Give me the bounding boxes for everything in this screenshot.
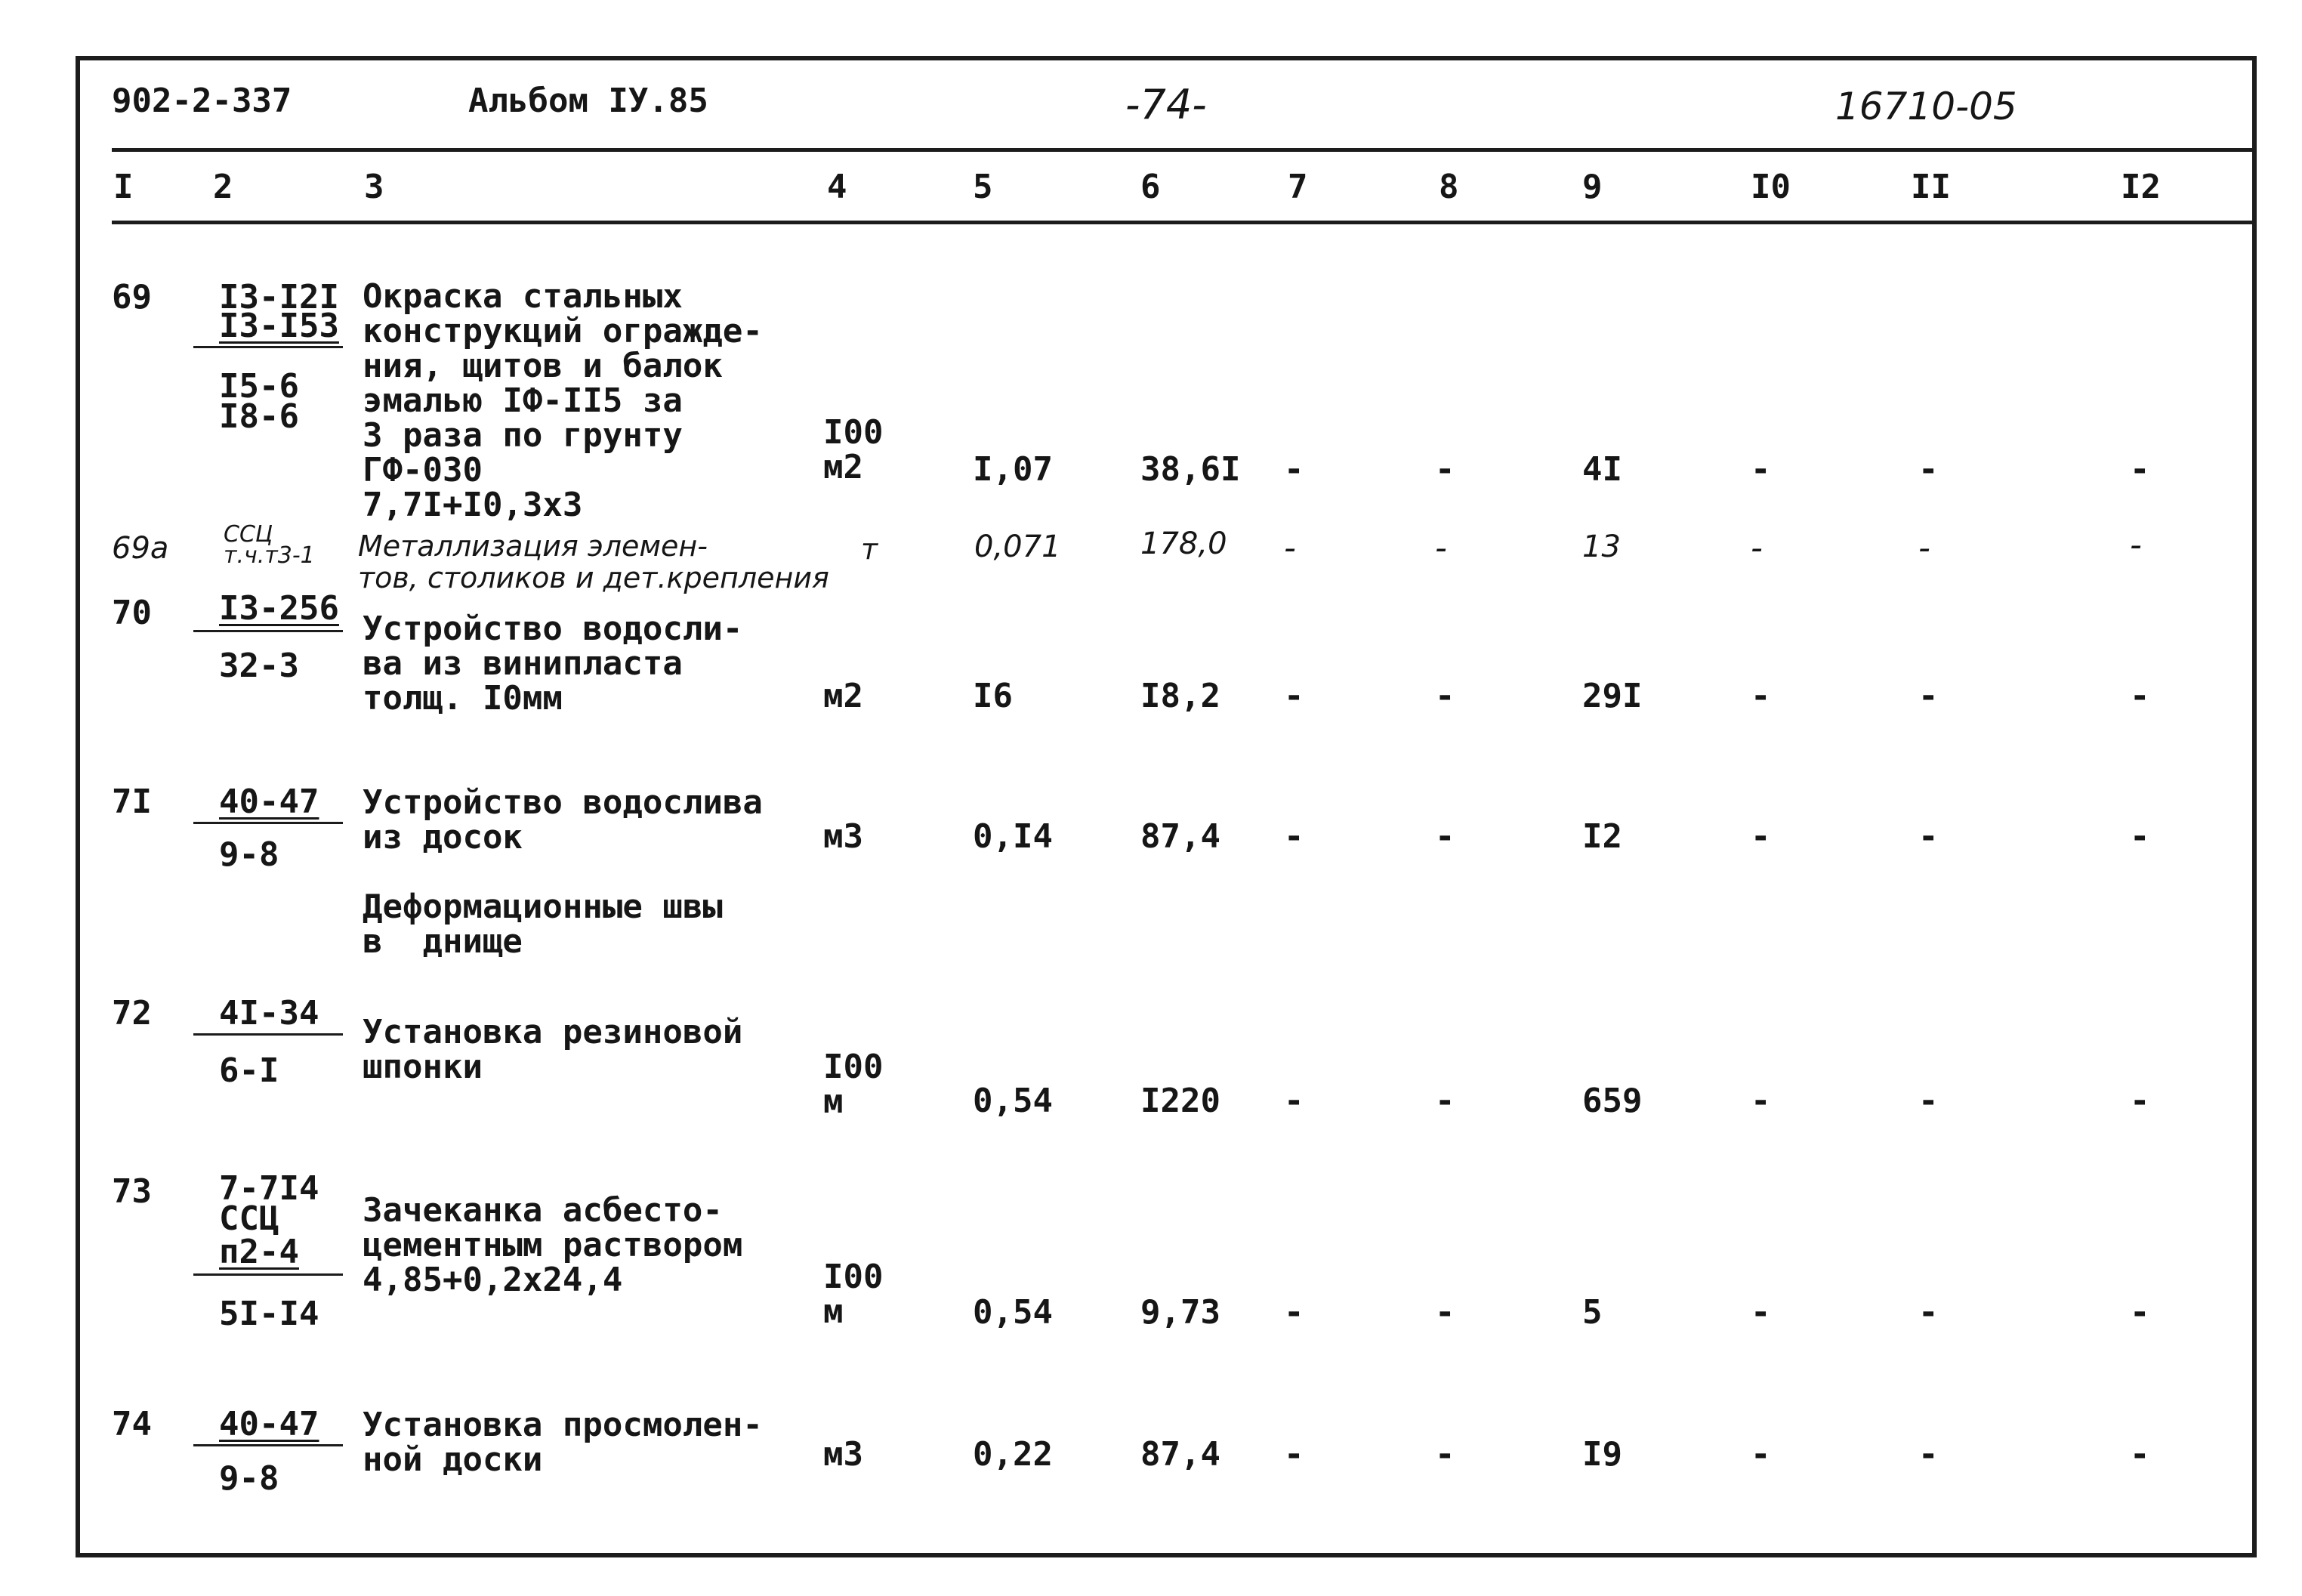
- column-header-2: 2: [213, 168, 233, 206]
- cell-col12: -: [2130, 526, 2142, 564]
- unit: м2: [823, 677, 863, 715]
- row-number: 7I: [112, 783, 152, 821]
- cell-col10: -: [1751, 677, 1771, 715]
- cell-col9: 29I: [1582, 677, 1643, 715]
- row-number: 72: [112, 994, 152, 1033]
- norm-code: 5I-I4: [219, 1295, 319, 1333]
- norm-code: 32-3: [219, 647, 299, 685]
- quantity: 0,071: [974, 529, 1061, 564]
- work-description: Установка резиновой шпонки: [363, 1013, 743, 1086]
- cell-col10: -: [1751, 529, 1763, 567]
- work-description: Устройство водослива из досок: [363, 783, 763, 857]
- cell-col9: I2: [1582, 817, 1622, 856]
- cell-col10: -: [1751, 1435, 1771, 1474]
- column-header-4: 4: [827, 168, 847, 206]
- quantity: 0,22: [973, 1435, 1053, 1474]
- unit-price: I8,2: [1140, 677, 1220, 715]
- quantity: 0,54: [973, 1293, 1053, 1332]
- cell-col10: -: [1751, 1293, 1771, 1332]
- cell-col8: -: [1435, 450, 1455, 489]
- cell-col11: -: [1918, 529, 1930, 567]
- norm-code: 40-47: [219, 1405, 319, 1443]
- column-header-3: 3: [364, 168, 384, 206]
- cell-col7: -: [1284, 817, 1304, 856]
- cell-col12: -: [2130, 1293, 2150, 1332]
- unit: м3: [823, 1435, 863, 1474]
- cell-col11: -: [1918, 1082, 1939, 1120]
- header-rule: [112, 148, 2257, 152]
- unit-price: 9,73: [1140, 1293, 1220, 1332]
- section-heading: Деформационные швы в днище: [363, 888, 723, 961]
- norm-code: 9-8: [219, 835, 279, 874]
- work-description: Окраска стальных конструкций огражде- ния, щитов и балок эмалью IФ-II5 за 3 раза по грунту ГФ-030 7,7I+I0,3х3: [363, 277, 763, 524]
- fraction-line: [193, 1033, 343, 1036]
- cell-col7: -: [1284, 1293, 1304, 1332]
- quantity: I6: [973, 677, 1013, 715]
- cell-col9: 4I: [1582, 450, 1622, 489]
- norm-code: 6-I: [219, 1051, 279, 1090]
- cell-col9: 659: [1582, 1082, 1643, 1120]
- unit: I00 м2: [823, 413, 884, 486]
- page-number: -74-: [1125, 81, 1207, 128]
- column-header-11: II: [1911, 168, 1951, 206]
- cell-col8: -: [1435, 817, 1455, 856]
- album-title: Альбом IУ.85: [468, 82, 708, 120]
- cell-col10: -: [1751, 450, 1771, 489]
- cell-col8: -: [1435, 1435, 1455, 1474]
- column-header-5: 5: [973, 168, 993, 206]
- cell-col8: -: [1435, 1293, 1455, 1332]
- unit: I00 м: [823, 1258, 884, 1331]
- quantity: 0,54: [973, 1082, 1053, 1120]
- column-header-7: 7: [1288, 168, 1308, 206]
- row-number: 73: [112, 1172, 152, 1211]
- fraction-line: [193, 1444, 343, 1446]
- unit-price: 87,4: [1140, 1435, 1220, 1474]
- cell-col11: -: [1918, 677, 1939, 715]
- cell-col7: -: [1284, 1435, 1304, 1474]
- work-description: Зачеканка асбесто- цементным раствором 4,85+0,2х24,4: [363, 1191, 743, 1299]
- quantity: 0,I4: [973, 817, 1053, 856]
- cell-col12: -: [2130, 817, 2150, 856]
- row-number: 70: [112, 594, 152, 632]
- cell-col9: 13: [1582, 529, 1621, 564]
- norm-code: 4I-34: [219, 994, 319, 1033]
- unit-price: I220: [1140, 1082, 1220, 1120]
- norm-code: I8-6: [219, 397, 299, 436]
- column-header-6: 6: [1140, 168, 1161, 206]
- norm-code: I3-256: [219, 589, 339, 628]
- cell-col8: -: [1435, 1082, 1455, 1120]
- cell-col11: -: [1918, 1435, 1939, 1474]
- norm-code: 40-47: [219, 783, 319, 821]
- column-header-10: I0: [1751, 168, 1791, 206]
- cell-col8: -: [1435, 677, 1455, 715]
- norm-code: I3-I53: [219, 307, 339, 345]
- cell-col7: -: [1284, 450, 1304, 489]
- unit: м3: [823, 817, 863, 856]
- cell-col12: -: [2130, 1435, 2150, 1474]
- cell-col11: -: [1918, 817, 1939, 856]
- fraction-line: [193, 822, 343, 824]
- norm-code: I5-6: [219, 367, 299, 406]
- row-number: 69: [112, 278, 152, 316]
- cell-col8: -: [1435, 529, 1447, 567]
- fraction-line: [193, 630, 343, 632]
- cell-col10: -: [1751, 1082, 1771, 1120]
- norm-code: 7-7I4 ССЦ: [219, 1169, 319, 1238]
- column-header-8: 8: [1439, 168, 1459, 206]
- cell-col7: -: [1284, 677, 1304, 715]
- cell-col11: -: [1918, 1293, 1939, 1332]
- work-description: Установка просмолен- ной доски: [363, 1406, 763, 1479]
- document-number: 16710-05: [1835, 85, 2017, 128]
- unit-price: 178,0: [1140, 526, 1227, 561]
- cell-col9: 5: [1582, 1293, 1603, 1332]
- cell-col10: -: [1751, 817, 1771, 856]
- cell-col12: -: [2130, 1082, 2150, 1120]
- unit: I00 м: [823, 1048, 884, 1121]
- work-description: Металлизация элемен- тов, столиков и дет.крепления: [358, 529, 829, 594]
- row-number: 74: [112, 1405, 152, 1443]
- cell-col11: -: [1918, 450, 1939, 489]
- fraction-line: [193, 346, 343, 348]
- column-header-9: 9: [1582, 168, 1603, 206]
- norm-code: ССЦ т.ч.т3-1: [224, 521, 315, 569]
- unit-price: 38,6I: [1140, 450, 1241, 489]
- cell-col7: -: [1284, 529, 1296, 567]
- cell-col7: -: [1284, 1082, 1304, 1120]
- unit-price: 87,4: [1140, 817, 1220, 856]
- column-header-1: I: [113, 168, 134, 206]
- column-header-12: I2: [2121, 168, 2161, 206]
- cell-col12: -: [2130, 677, 2150, 715]
- column-header-rule: [112, 221, 2257, 224]
- quantity: I,07: [973, 450, 1053, 489]
- unit: т: [861, 533, 878, 566]
- norm-code: 9-8: [219, 1459, 279, 1498]
- cell-col12: -: [2130, 450, 2150, 489]
- work-description: Устройство водосли- ва из винипласта толщ. I0мм: [363, 610, 743, 718]
- fraction-line: [193, 1273, 343, 1276]
- row-number: 69а: [112, 531, 169, 566]
- project-code: 902-2-337: [112, 82, 292, 120]
- norm-code: I3-I2I: [219, 278, 339, 316]
- norm-code: п2-4: [219, 1233, 299, 1271]
- cell-col9: I9: [1582, 1435, 1622, 1474]
